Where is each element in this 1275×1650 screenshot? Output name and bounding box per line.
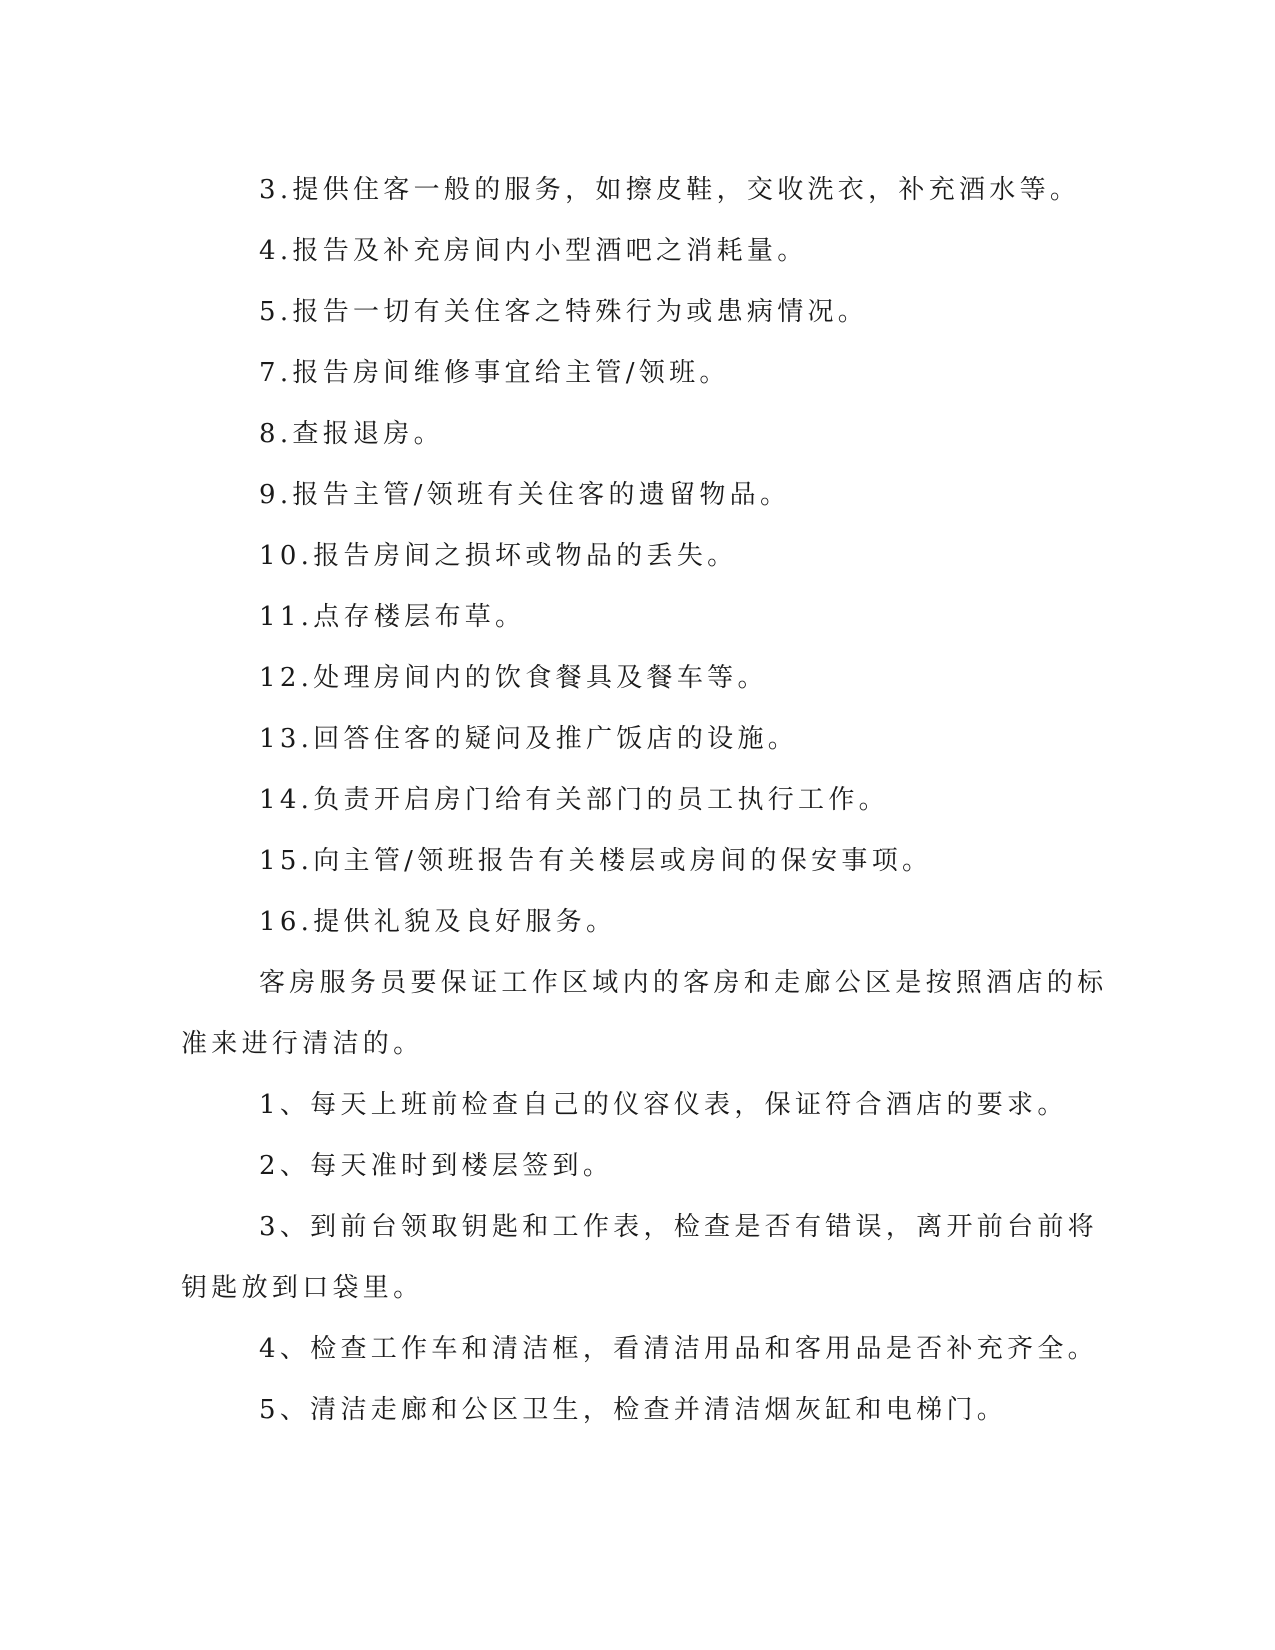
duty-item-15: 15.向主管/领班报告有关楼层或房间的保安事项。 xyxy=(259,846,933,876)
intro-paragraph-line-2: 准来进行清洁的。 xyxy=(181,1029,424,1059)
procedure-item-2: 2、每天准时到楼层签到。 xyxy=(259,1151,614,1181)
procedure-item-4: 4、检查工作车和清洁框，看清洁用品和客用品是否补充齐全。 xyxy=(259,1334,1098,1364)
duty-item-12: 12.处理房间内的饮食餐具及餐车等。 xyxy=(259,663,768,693)
procedure-item-5: 5、清洁走廊和公区卫生，检查并清洁烟灰缸和电梯门。 xyxy=(259,1395,1008,1425)
duty-item-3: 3.提供住客一般的服务，如擦皮鞋，交收洗衣，补充酒水等。 xyxy=(259,175,1081,205)
duty-item-4: 4.报告及补充房间内小型酒吧之消耗量。 xyxy=(259,236,808,266)
procedure-item-3-line-1: 3、到前台领取钥匙和工作表，检查是否有错误，离开前台前将 xyxy=(259,1212,1098,1242)
intro-paragraph-line-1: 客房服务员要保证工作区域内的客房和走廊公区是按照酒店的标 xyxy=(259,968,1108,998)
procedure-item-3-line-2: 钥匙放到口袋里。 xyxy=(181,1273,424,1303)
duty-item-10: 10.报告房间之损坏或物品的丢失。 xyxy=(259,541,738,571)
duty-item-8: 8.查报退房。 xyxy=(259,419,444,449)
duty-item-11: 11.点存楼层布草。 xyxy=(259,602,526,632)
duty-item-7: 7.报告房间维修事宜给主管/领班。 xyxy=(259,358,730,388)
duty-item-16: 16.提供礼貌及良好服务。 xyxy=(259,907,617,937)
procedure-item-1: 1、每天上班前检查自己的仪容仪表，保证符合酒店的要求。 xyxy=(259,1090,1068,1120)
duty-item-5: 5.报告一切有关住客之特殊行为或患病情况。 xyxy=(259,297,869,327)
document-body xyxy=(181,160,1108,1441)
duty-item-9: 9.报告主管/领班有关住客的遗留物品。 xyxy=(259,480,791,510)
duty-item-14: 14.负责开启房门给有关部门的员工执行工作。 xyxy=(259,785,889,815)
duty-item-13: 13.回答住客的疑问及推广饭店的设施。 xyxy=(259,724,799,754)
